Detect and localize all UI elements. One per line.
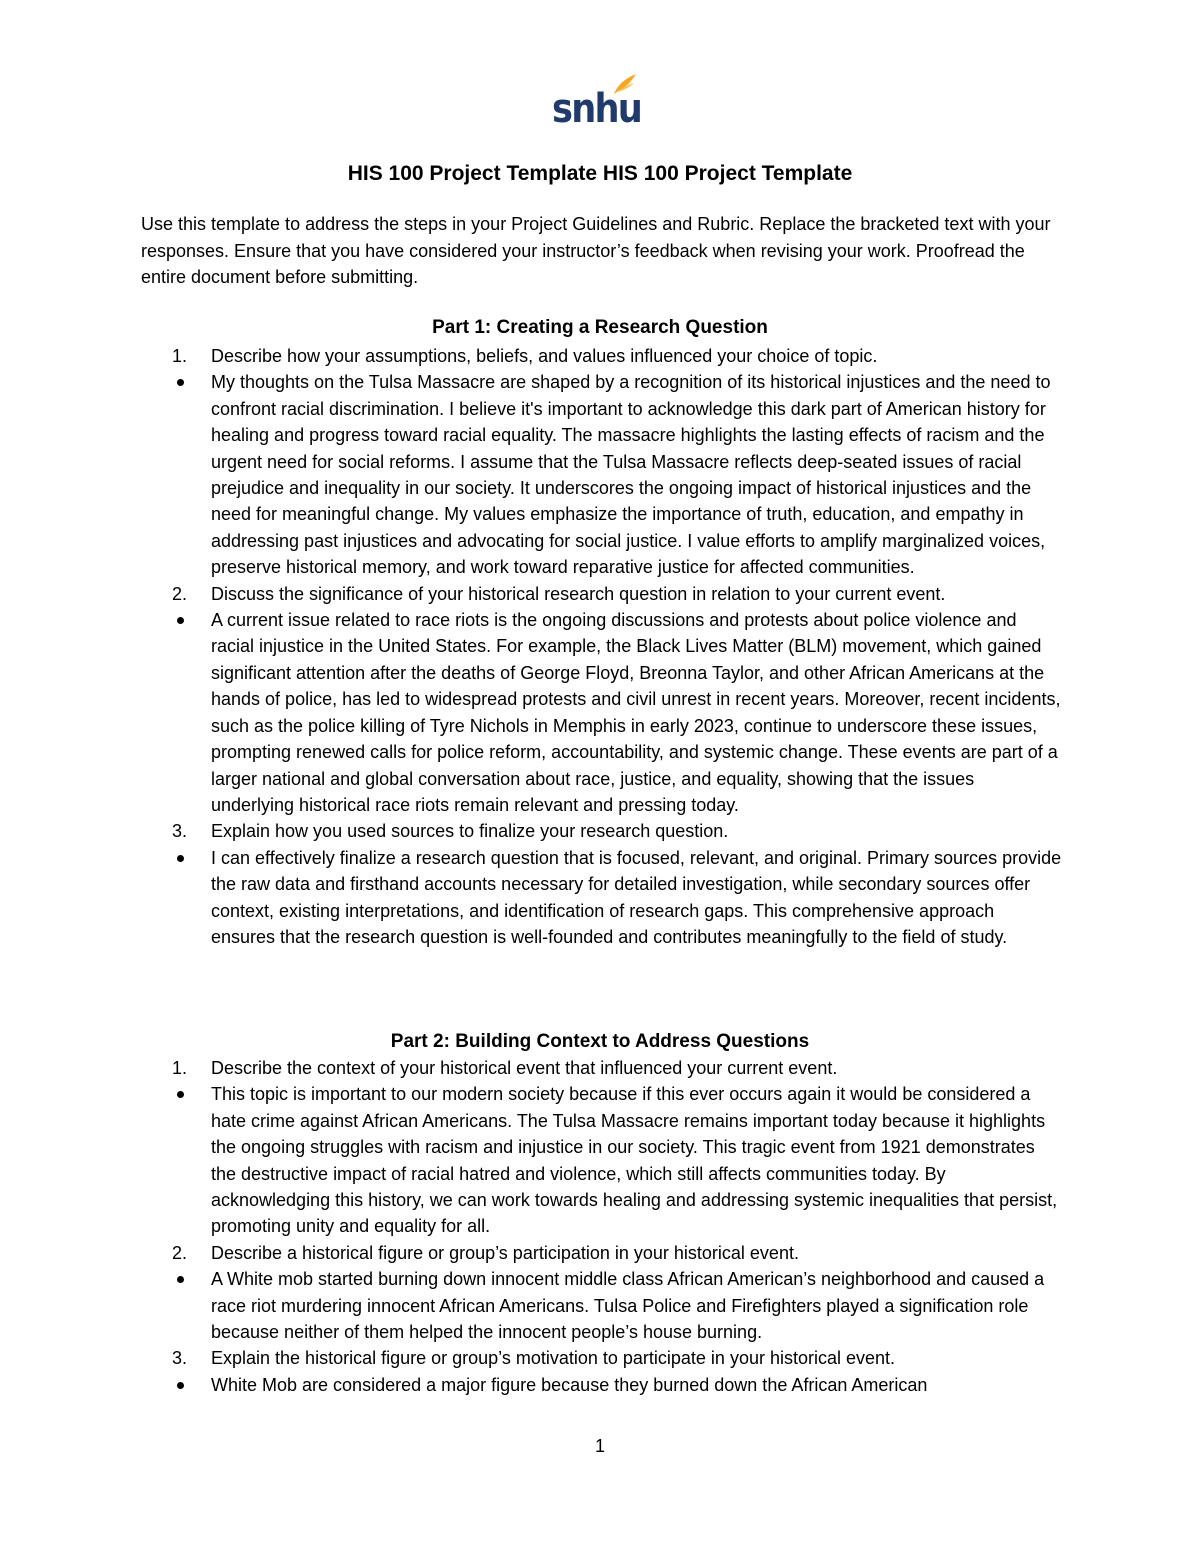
bullet-icon (177, 855, 184, 862)
list-item-text: Describe the context of your historical event that influenced your current event. (211, 1058, 838, 1078)
list-item (0, 818, 1200, 844)
list-item-text: A White mob started burning down innocent middle class African American’s neighborhood and caused a race riot murdering innocent African Americans. Tulsa Police and Firefighters played a signification role because neither of them helped the innocent people’s house burning. (211, 1269, 1045, 1343)
bullet-icon (177, 1382, 184, 1389)
list-item-text: Discuss the significance of your historical research question in relation to your current event. (211, 583, 946, 604)
list-item (0, 369, 1200, 580)
list-item-text: Explain how you used sources to finalize your research question. (211, 821, 729, 842)
bullet-icon (177, 1091, 184, 1098)
list-item (0, 1372, 1200, 1398)
snhu-logo (552, 72, 642, 134)
list-item-text: Describe how your assumptions, beliefs, and values influenced your choice of topic. (211, 346, 878, 366)
list-item-text: This topic is important to our modern society because if this ever occurs again it would be considered a hate crime against African Americans. The Tulsa Massacre remains important today because it highlights the ongoing struggles with racism and injustice in our society. This tragic event from 1921 demonstrates the destructive impact of racial hatred and violence, which still affects communities today. By acknowledging this history, we can work towards healing and addressing systemic inequalities that persist, promoting unity and equality for all. (211, 1084, 1058, 1237)
list-item (0, 1081, 1200, 1239)
intro-paragraph: Use this template to address the steps in your Project Guidelines and Rubric. Replace the bracketed text with your responses. Ensure that you have considered your instructor’s feedback when revising your work. Proofread the entire document before submitting. (141, 214, 1051, 287)
list-item-text: Describe a historical figure or group’s participation in your historical event. (211, 1242, 799, 1263)
list-item-text: White Mob are considered a major figure because they burned down the African American (211, 1374, 928, 1395)
list-number: 2. (172, 583, 188, 604)
list-item-text: Explain the historical figure or group’s motivation to participate in your historical event. (211, 1348, 896, 1369)
part2-list (0, 1055, 1200, 1398)
list-item (0, 1345, 1200, 1371)
list-item-text: A current issue related to race riots is the ongoing discussions and protests about police violence and racial injustice in the United States. For example, the Black Lives Matter (BLM) movement, which gained significant attention after the deaths of George Floyd, Breonna Taylor, and other African Americans at the hands of police, has led to widespread protests and civil unrest in recent years. Moreover, recent incidents, such as the police killing of Tyre Nichols in Memphis in early 2023, continue to underscore these issues, prompting renewed calls for police reform, accountability, and systemic change. These events are part of a larger national and global conversation about race, justice, and equality, showing that the issues underlying historical race riots remain relevant and pressing today. (211, 610, 1061, 815)
bullet-icon (177, 617, 184, 624)
list-item-text: My thoughts on the Tulsa Massacre are shaped by a recognition of its historical injustices and the need to confront racial discrimination. I believe it's important to acknowledge this dark part of American history for healing and progress toward racial equality. The massacre highlights the lasting effects of racism and the urgent need for social reforms. I assume that the Tulsa Massacre reflects deep-seated issues of racial prejudice and inequality in our society. It underscores the ongoing impact of historical injustices and the need for meaningful change. My values emphasize the importance of truth, education, and empathy in addressing past injustices and advocating for social justice. I value efforts to amplify marginalized voices, preserve historical memory, and work toward reparative justice for affected communities. (211, 372, 1051, 578)
list-item (0, 607, 1200, 818)
list-item (0, 1240, 1200, 1266)
part1-list (0, 343, 1200, 950)
list-item-text: I can effectively finalize a research question that is focused, relevant, and original. Primary sources provide the raw data and firsthand accounts necessary for detailed investigation, while secondary sources offer context, existing interpretations, and identification of research gaps. This comprehensive approach ensures that the research question is well-founded and contributes meaningfully to the field of study. (211, 847, 1062, 947)
logo-text: snhu (552, 86, 642, 132)
list-number: 1. (172, 346, 188, 366)
document-title: HIS 100 Project Template HIS 100 Project Template (347, 162, 853, 185)
list-number: 1. (172, 1058, 188, 1078)
part1-heading: Part 1: Creating a Research Question (432, 317, 768, 338)
list-item (0, 845, 1200, 951)
part2-heading: Part 2: Building Context to Address Questions (390, 1031, 810, 1052)
bullet-icon (177, 379, 184, 386)
page-number: 1 (594, 1436, 605, 1456)
list-item (0, 343, 1200, 369)
list-item (0, 1266, 1200, 1345)
list-number: 3. (172, 821, 188, 842)
list-item (0, 581, 1200, 607)
list-item (0, 1055, 1200, 1081)
bullet-icon (177, 1276, 184, 1283)
list-number: 3. (172, 1348, 188, 1369)
list-number: 2. (172, 1242, 188, 1263)
